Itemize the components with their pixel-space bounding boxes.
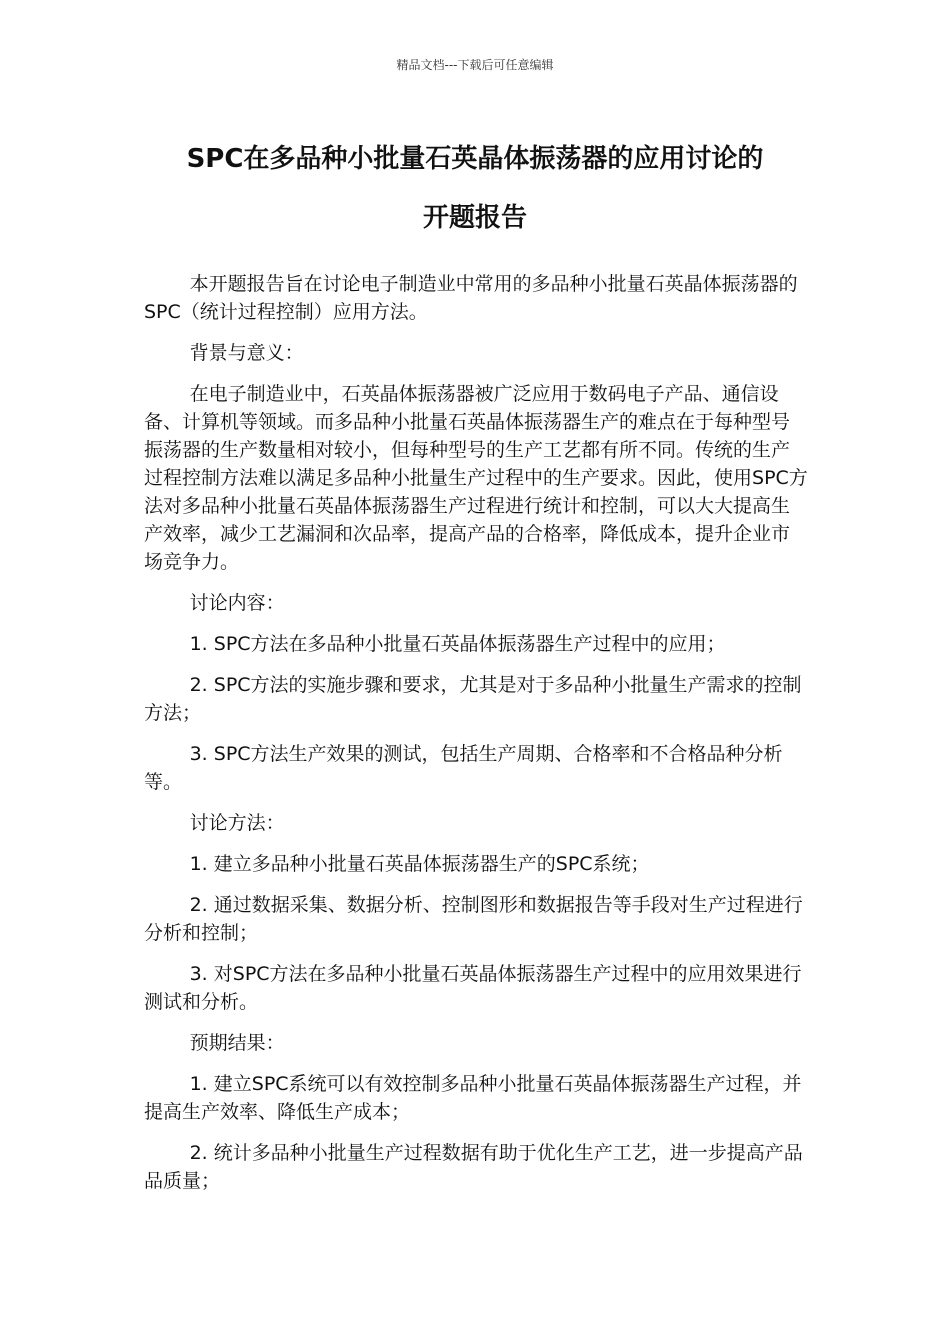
- intro-paragraph: 本开题报告旨在讨论电子制造业中常用的多品种小批量石英晶体振荡器的SPC（统计过程控制）应用方法。: [144, 273, 798, 323]
- document-title-line-2: 开题报告: [422, 203, 527, 233]
- list-item: 1. 建立SPC系统可以有效控制多品种小批量石英晶体振荡器生产过程，并提高生产效率、降低生产成本；: [144, 1073, 802, 1123]
- section-heading-background: 背景与意义：: [189, 342, 304, 364]
- page-header: 精品文档---下载后可任意编辑: [396, 58, 554, 72]
- section-heading-expected-results: 预期结果：: [189, 1032, 285, 1054]
- list-item: 2. SPC方法的实施步骤和要求，尤其是对于多品种小批量生产需求的控制方法；: [144, 674, 802, 724]
- list-item: 3. 对SPC方法在多品种小批量石英晶体振荡器生产过程中的应用效果进行测试和分析。: [144, 963, 802, 1013]
- list-item: 1. SPC方法在多品种小批量石英晶体振荡器生产过程中的应用；: [189, 633, 726, 655]
- section-heading-discussion-method: 讨论方法：: [189, 812, 285, 834]
- document-title-line-1: SPC在多品种小批量石英晶体振荡器的应用讨论的: [186, 144, 764, 174]
- list-item: 3. SPC方法生产效果的测试，包括生产周期、合格率和不合格品种分析等。: [144, 743, 783, 793]
- list-item: 2. 通过数据采集、数据分析、控制图形和数据报告等手段对生产过程进行分析和控制；: [144, 894, 803, 944]
- section-heading-discussion-content: 讨论内容：: [189, 592, 285, 614]
- document-title: [150, 130, 800, 248]
- document-body: [144, 270, 808, 1208]
- background-paragraph: 在电子制造业中，石英晶体振荡器被广泛应用于数码电子产品、通信设备、计算机等领域。而多品种小批量石英晶体振荡器生产的难点在于每种型号振荡器的生产数量相对较小，但每种型号的生产工艺都有所不同。传统的生产过程控制方法难以满足多品种小批量生产过程中的生产要求。因此，使用SPC方法对多品种小批量石英晶体振荡器生产过程进行统计和控制，可以大大提高生产效率，减少工艺漏洞和次品率，提高产品的合格率，降低成本，提升企业市场竞争力。: [144, 383, 808, 573]
- list-item: 1. 建立多品种小批量石英晶体振荡器生产的SPC系统；: [189, 853, 650, 875]
- list-item: 2. 统计多品种小批量生产过程数据有助于优化生产工艺，进一步提高产品品质量；: [144, 1142, 803, 1192]
